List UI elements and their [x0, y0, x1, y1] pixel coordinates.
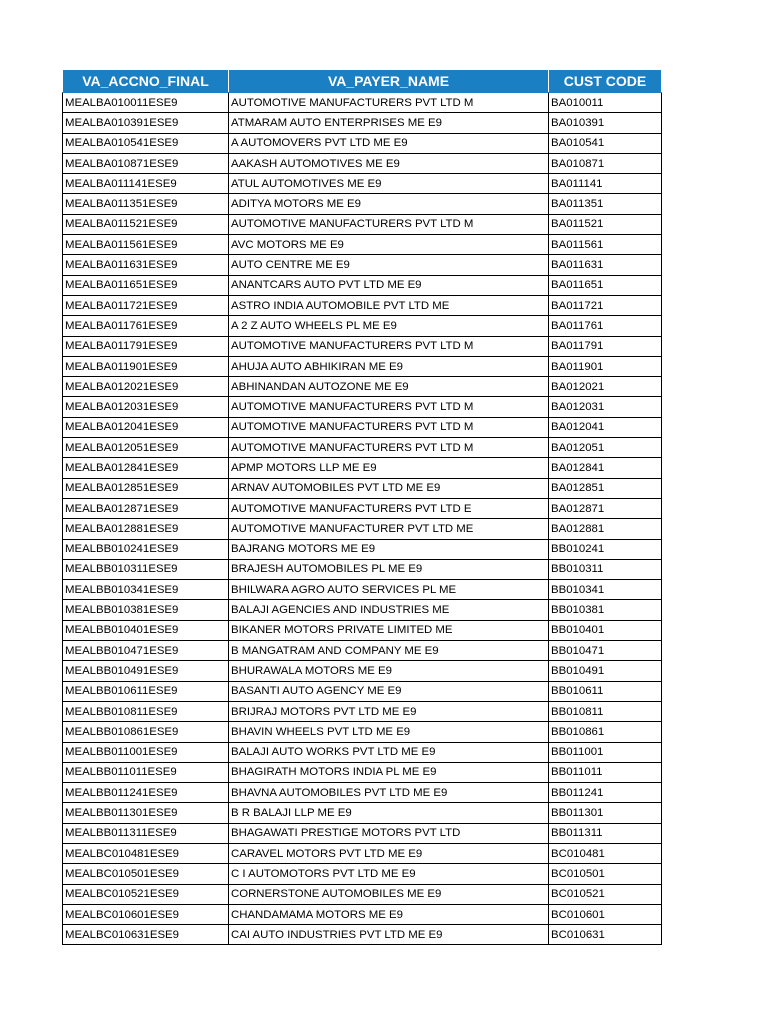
cell-payer-name: BRAJESH AUTOMOBILES PL ME E9: [229, 559, 549, 579]
table-row: [63, 803, 662, 823]
cell-va-accno: MEALBC010631ESE9: [63, 925, 229, 945]
cell-payer-name: AUTOMOTIVE MANUFACTURERS PVT LTD M: [229, 417, 549, 437]
cell-payer-name: ARNAV AUTOMOBILES PVT LTD ME E9: [229, 478, 549, 498]
cell-cust-code: BA012041: [549, 417, 662, 437]
cell-va-accno: MEALBA011351ESE9: [63, 194, 229, 214]
cell-va-accno: MEALBA012851ESE9: [63, 478, 229, 498]
cell-payer-name: ABHINANDAN AUTOZONE ME E9: [229, 377, 549, 397]
cell-payer-name: AUTOMOTIVE MANUFACTURERS PVT LTD M: [229, 438, 549, 458]
table-row: [63, 153, 662, 173]
table-row: [63, 539, 662, 559]
cell-va-accno: MEALBA012841ESE9: [63, 458, 229, 478]
cell-va-accno: MEALBA011141ESE9: [63, 174, 229, 194]
table-row: [63, 377, 662, 397]
cell-va-accno: MEALBB011241ESE9: [63, 783, 229, 803]
cell-payer-name: ADITYA MOTORS ME E9: [229, 194, 549, 214]
cell-va-accno: MEALBA011721ESE9: [63, 295, 229, 315]
cell-payer-name: BRIJRAJ MOTORS PVT LTD ME E9: [229, 701, 549, 721]
cell-cust-code: BA011651: [549, 275, 662, 295]
cell-cust-code: BC010501: [549, 864, 662, 884]
cell-va-accno: MEALBC010601ESE9: [63, 904, 229, 924]
cell-cust-code: BA011761: [549, 316, 662, 336]
cell-payer-name: ANANTCARS AUTO PVT LTD ME E9: [229, 275, 549, 295]
cell-cust-code: BA012021: [549, 377, 662, 397]
header-cust-code: CUST CODE: [549, 70, 662, 93]
cell-va-accno: MEALBB010491ESE9: [63, 661, 229, 681]
cell-va-accno: MEALBC010481ESE9: [63, 843, 229, 863]
cell-cust-code: BA012841: [549, 458, 662, 478]
cell-va-accno: MEALBA012021ESE9: [63, 377, 229, 397]
cell-va-accno: MEALBB010341ESE9: [63, 580, 229, 600]
cell-va-accno: MEALBA011631ESE9: [63, 255, 229, 275]
cell-payer-name: ATMARAM AUTO ENTERPRISES ME E9: [229, 113, 549, 133]
table-row: [63, 295, 662, 315]
table-row: [63, 174, 662, 194]
cell-payer-name: BALAJI AUTO WORKS PVT LTD ME E9: [229, 742, 549, 762]
cell-cust-code: BA011141: [549, 174, 662, 194]
cell-va-accno: MEALBA011791ESE9: [63, 336, 229, 356]
table-row: [63, 762, 662, 782]
table-row: [63, 519, 662, 539]
cell-payer-name: APMP MOTORS LLP ME E9: [229, 458, 549, 478]
cell-cust-code: BB011301: [549, 803, 662, 823]
cell-cust-code: BA011561: [549, 235, 662, 255]
table-row: [63, 275, 662, 295]
cell-va-accno: MEALBA010011ESE9: [63, 93, 229, 113]
cell-cust-code: BA011901: [549, 356, 662, 376]
cell-payer-name: AUTOMOTIVE MANUFACTURER PVT LTD ME: [229, 519, 549, 539]
cell-cust-code: BB011241: [549, 783, 662, 803]
payer-table: [62, 69, 662, 945]
table-row: [63, 864, 662, 884]
table-row: [63, 113, 662, 133]
table-row: [63, 559, 662, 579]
cell-cust-code: BA012871: [549, 498, 662, 518]
cell-va-accno: MEALBA011761ESE9: [63, 316, 229, 336]
header-row: [63, 70, 662, 93]
cell-payer-name: BHAVIN WHEELS PVT LTD ME E9: [229, 722, 549, 742]
table-row: [63, 214, 662, 234]
table-row: [63, 498, 662, 518]
cell-payer-name: AUTOMOTIVE MANUFACTURERS PVT LTD E: [229, 498, 549, 518]
cell-cust-code: BA012851: [549, 478, 662, 498]
cell-payer-name: AAKASH AUTOMOTIVES ME E9: [229, 153, 549, 173]
cell-cust-code: BA011521: [549, 214, 662, 234]
cell-payer-name: AVC MOTORS ME E9: [229, 235, 549, 255]
table-row: [63, 356, 662, 376]
cell-cust-code: BB010241: [549, 539, 662, 559]
cell-cust-code: BA012051: [549, 438, 662, 458]
table-row: [63, 661, 662, 681]
cell-va-accno: MEALBA011561ESE9: [63, 235, 229, 255]
cell-payer-name: BASANTI AUTO AGENCY ME E9: [229, 681, 549, 701]
cell-cust-code: BB010401: [549, 620, 662, 640]
cell-payer-name: CARAVEL MOTORS PVT LTD ME E9: [229, 843, 549, 863]
table-row: [63, 823, 662, 843]
cell-cust-code: BB011311: [549, 823, 662, 843]
cell-payer-name: BHURAWALA MOTORS ME E9: [229, 661, 549, 681]
cell-cust-code: BC010521: [549, 884, 662, 904]
table-row: [63, 133, 662, 153]
table-row: [63, 843, 662, 863]
table-row: [63, 701, 662, 721]
cell-va-accno: MEALBA010871ESE9: [63, 153, 229, 173]
header-va-accno-final: VA_ACCNO_FINAL: [63, 70, 229, 93]
cell-cust-code: BB011001: [549, 742, 662, 762]
table-row: [63, 397, 662, 417]
cell-va-accno: MEALBB010611ESE9: [63, 681, 229, 701]
cell-cust-code: BC010601: [549, 904, 662, 924]
table-row: [63, 641, 662, 661]
cell-payer-name: BHAVNA AUTOMOBILES PVT LTD ME E9: [229, 783, 549, 803]
cell-cust-code: BB010381: [549, 600, 662, 620]
cell-cust-code: BB010811: [549, 701, 662, 721]
cell-payer-name: AUTOMOTIVE MANUFACTURERS PVT LTD M: [229, 214, 549, 234]
cell-cust-code: BA011631: [549, 255, 662, 275]
table-row: [63, 681, 662, 701]
cell-va-accno: MEALBA010391ESE9: [63, 113, 229, 133]
cell-va-accno: MEALBA012871ESE9: [63, 498, 229, 518]
cell-payer-name: BHAGIRATH MOTORS INDIA PL ME E9: [229, 762, 549, 782]
table-row: [63, 255, 662, 275]
cell-va-accno: MEALBA011651ESE9: [63, 275, 229, 295]
cell-va-accno: MEALBA012881ESE9: [63, 519, 229, 539]
cell-va-accno: MEALBB011301ESE9: [63, 803, 229, 823]
cell-va-accno: MEALBB011011ESE9: [63, 762, 229, 782]
cell-payer-name: AHUJA AUTO ABHIKIRAN ME E9: [229, 356, 549, 376]
cell-payer-name: C I AUTOMOTORS PVT LTD ME E9: [229, 864, 549, 884]
table-row: [63, 478, 662, 498]
cell-va-accno: MEALBC010521ESE9: [63, 884, 229, 904]
cell-va-accno: MEALBB010241ESE9: [63, 539, 229, 559]
cell-va-accno: MEALBC010501ESE9: [63, 864, 229, 884]
cell-cust-code: BB010491: [549, 661, 662, 681]
table-row: [63, 620, 662, 640]
cell-va-accno: MEALBB010401ESE9: [63, 620, 229, 640]
cell-payer-name: BAJRANG MOTORS ME E9: [229, 539, 549, 559]
cell-payer-name: AUTOMOTIVE MANUFACTURERS PVT LTD M: [229, 397, 549, 417]
cell-va-accno: MEALBB010861ESE9: [63, 722, 229, 742]
table-row: [63, 336, 662, 356]
cell-va-accno: MEALBB010471ESE9: [63, 641, 229, 661]
table-row: [63, 438, 662, 458]
table-row: [63, 904, 662, 924]
cell-payer-name: BHAGAWATI PRESTIGE MOTORS PVT LTD: [229, 823, 549, 843]
cell-cust-code: BA011791: [549, 336, 662, 356]
table-row: [63, 580, 662, 600]
cell-payer-name: ASTRO INDIA AUTOMOBILE PVT LTD ME: [229, 295, 549, 315]
cell-payer-name: A AUTOMOVERS PVT LTD ME E9: [229, 133, 549, 153]
cell-cust-code: BC010481: [549, 843, 662, 863]
cell-va-accno: MEALBB010381ESE9: [63, 600, 229, 620]
cell-cust-code: BA012881: [549, 519, 662, 539]
cell-payer-name: ATUL AUTOMOTIVES ME E9: [229, 174, 549, 194]
cell-payer-name: CORNERSTONE AUTOMOBILES ME E9: [229, 884, 549, 904]
table-row: [63, 235, 662, 255]
cell-payer-name: AUTOMOTIVE MANUFACTURERS PVT LTD M: [229, 336, 549, 356]
table-row: [63, 93, 662, 113]
cell-va-accno: MEALBA012031ESE9: [63, 397, 229, 417]
table-row: [63, 458, 662, 478]
cell-payer-name: BHILWARA AGRO AUTO SERVICES PL ME: [229, 580, 549, 600]
cell-payer-name: A 2 Z AUTO WHEELS PL ME E9: [229, 316, 549, 336]
cell-cust-code: BB011011: [549, 762, 662, 782]
cell-payer-name: B MANGATRAM AND COMPANY ME E9: [229, 641, 549, 661]
table-row: [63, 925, 662, 945]
cell-payer-name: B R BALAJI LLP ME E9: [229, 803, 549, 823]
cell-payer-name: AUTOMOTIVE MANUFACTURERS PVT LTD M: [229, 93, 549, 113]
cell-cust-code: BB010341: [549, 580, 662, 600]
cell-va-accno: MEALBA012041ESE9: [63, 417, 229, 437]
cell-va-accno: MEALBA012051ESE9: [63, 438, 229, 458]
table-row: [63, 722, 662, 742]
cell-cust-code: BB010311: [549, 559, 662, 579]
header-va-payer-name: VA_PAYER_NAME: [229, 70, 549, 93]
table-row: [63, 600, 662, 620]
cell-va-accno: MEALBA011901ESE9: [63, 356, 229, 376]
cell-va-accno: MEALBB010811ESE9: [63, 701, 229, 721]
cell-cust-code: BA011351: [549, 194, 662, 214]
table-row: [63, 884, 662, 904]
cell-payer-name: BIKANER MOTORS PRIVATE LIMITED ME: [229, 620, 549, 640]
cell-cust-code: BB010471: [549, 641, 662, 661]
cell-cust-code: BA012031: [549, 397, 662, 417]
cell-va-accno: MEALBB010311ESE9: [63, 559, 229, 579]
cell-cust-code: BA010391: [549, 113, 662, 133]
cell-cust-code: BA010011: [549, 93, 662, 113]
cell-va-accno: MEALBB011001ESE9: [63, 742, 229, 762]
table-row: [63, 316, 662, 336]
cell-va-accno: MEALBB011311ESE9: [63, 823, 229, 843]
cell-cust-code: BB010861: [549, 722, 662, 742]
table-row: [63, 783, 662, 803]
cell-payer-name: AUTO CENTRE ME E9: [229, 255, 549, 275]
cell-cust-code: BA010541: [549, 133, 662, 153]
cell-payer-name: CAI AUTO INDUSTRIES PVT LTD ME E9: [229, 925, 549, 945]
cell-cust-code: BA010871: [549, 153, 662, 173]
cell-va-accno: MEALBA011521ESE9: [63, 214, 229, 234]
cell-cust-code: BC010631: [549, 925, 662, 945]
cell-va-accno: MEALBA010541ESE9: [63, 133, 229, 153]
table-row: [63, 417, 662, 437]
table-row: [63, 742, 662, 762]
table-row: [63, 194, 662, 214]
cell-payer-name: BALAJI AGENCIES AND INDUSTRIES ME: [229, 600, 549, 620]
cell-cust-code: BA011721: [549, 295, 662, 315]
cell-cust-code: BB010611: [549, 681, 662, 701]
cell-payer-name: CHANDAMAMA MOTORS ME E9: [229, 904, 549, 924]
